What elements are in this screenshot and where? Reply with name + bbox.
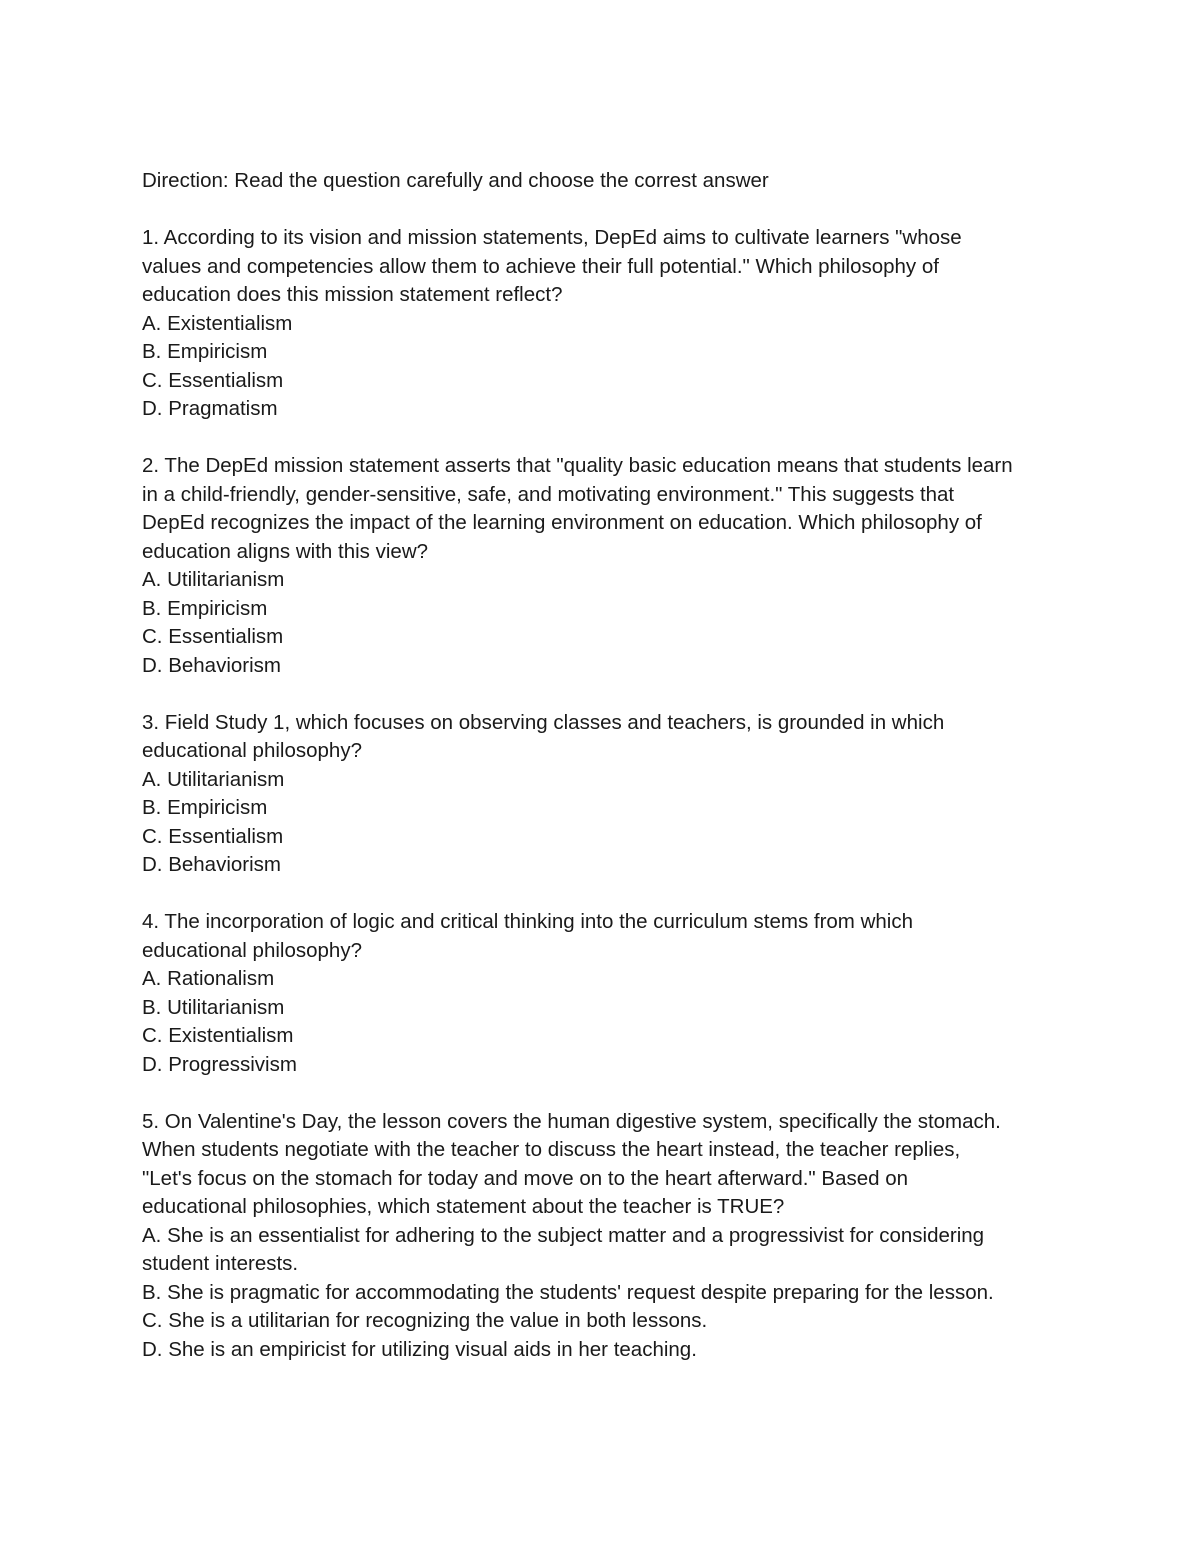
answer-option-c: C. Essentialism: [142, 824, 284, 848]
question-text-line: education aligns with this view?: [142, 539, 429, 563]
spacer: [142, 196, 1072, 225]
answer-option-c: C. She is a utilitarian for recognizing the value in both lessons.: [142, 1309, 708, 1332]
answer-option-a-continued: student interests.: [142, 1252, 299, 1275]
question-text-line: "Let's focus on the stomach for today and move on to the heart afterward." Based on: [142, 1166, 909, 1190]
question-5: [142, 1108, 1072, 1365]
answer-option-b: B. Empiricism: [142, 596, 268, 620]
answer-option-c: C. Essentialism: [142, 368, 284, 392]
question-text-line: When students negotiate with the teacher to discuss the heart instead, the teacher replies,: [142, 1138, 961, 1161]
direction-text: Direction: Read the question carefully and choose the correst answer: [142, 169, 769, 192]
question-text-line: 2. The DepEd mission statement asserts that "quality basic education means that students learn: [142, 454, 1013, 477]
question-3: [142, 709, 1072, 880]
spacer: [142, 680, 1072, 709]
question-text-line: 3. Field Study 1, which focuses on observing classes and teachers, is grounded in which: [142, 710, 945, 734]
question-2: [142, 452, 1072, 680]
answer-option-d: D. Progressivism: [142, 1052, 297, 1076]
answer-option-d: D. Behaviorism: [142, 653, 281, 677]
answer-option-a: A. She is an essentialist for adhering to the subject matter and a progressivist for considering: [142, 1223, 985, 1247]
spacer: [142, 880, 1072, 909]
question-4: [142, 908, 1072, 1079]
question-text-line: in a child-friendly, gender-sensitive, safe, and motivating environment." This suggests that: [142, 482, 955, 506]
answer-option-a: A. Utilitarianism: [142, 568, 285, 591]
answer-option-b: B. Utilitarianism: [142, 995, 285, 1019]
answer-option-d: D. Pragmatism: [142, 397, 278, 420]
spacer: [142, 1079, 1072, 1108]
spacer: [142, 424, 1072, 453]
question-text-line: 1. According to its vision and mission statements, DepEd aims to cultivate learners "whose: [142, 226, 962, 249]
answer-option-a: A. Rationalism: [142, 967, 275, 990]
question-text-line: 5. On Valentine's Day, the lesson covers the human digestive system, specifically the stomach.: [142, 1109, 1001, 1133]
answer-option-a: A. Utilitarianism: [142, 767, 285, 791]
question-text-line: values and competencies allow them to achieve their full potential." Which philosophy of: [142, 254, 939, 278]
answer-option-b: B. Empiricism: [142, 340, 268, 363]
question-text-line: educational philosophy?: [142, 938, 362, 962]
question-1: [142, 224, 1072, 424]
document-body: [142, 167, 1072, 1364]
question-text-line: education does this mission statement reflect?: [142, 283, 563, 306]
answer-option-b: B. Empiricism: [142, 796, 268, 819]
answer-option-c: C. Existentialism: [142, 1024, 294, 1047]
answer-option-b: B. She is pragmatic for accommodating the students' request despite preparing for the lesson.: [142, 1280, 994, 1304]
question-text-line: educational philosophy?: [142, 739, 362, 762]
question-text-line: 4. The incorporation of logic and critical thinking into the curriculum stems from which: [142, 910, 913, 933]
answer-option-c: C. Essentialism: [142, 625, 284, 648]
question-text-line: educational philosophies, which statement about the teacher is TRUE?: [142, 1195, 785, 1218]
answer-option-a: A. Existentialism: [142, 311, 293, 335]
answer-option-d: D. She is an empiricist for utilizing visual aids in her teaching.: [142, 1337, 697, 1361]
answer-option-d: D. Behaviorism: [142, 853, 281, 876]
question-text-line: DepEd recognizes the impact of the learning environment on education. Which philosophy of: [142, 511, 982, 534]
